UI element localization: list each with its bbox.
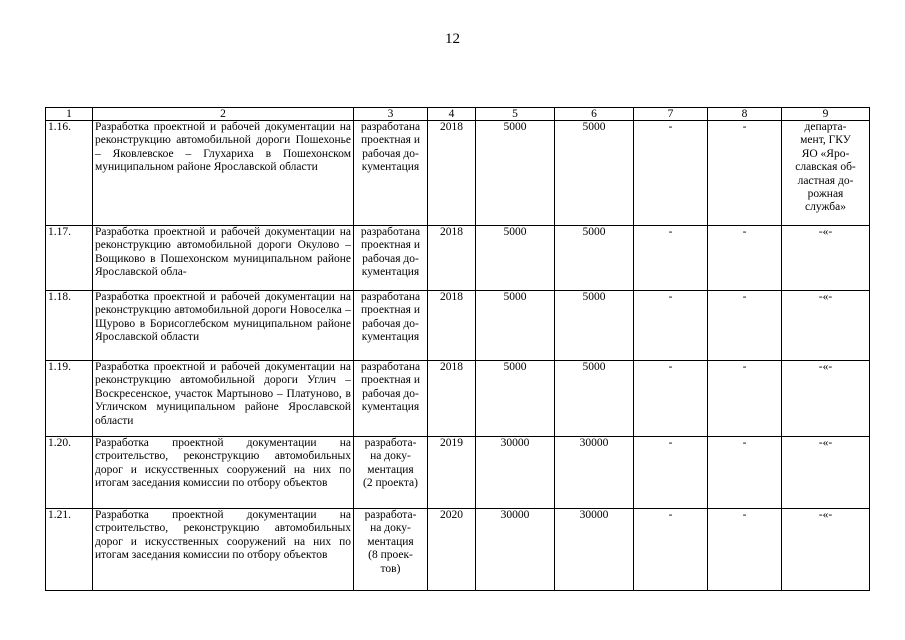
expected-result-line: проектная и — [361, 134, 420, 147]
expected-result-line: кументация — [361, 401, 420, 414]
executor-line: ЯО «Яро- — [801, 147, 850, 160]
executor-line: -«- — [818, 226, 833, 238]
expected-result — [354, 226, 428, 291]
executor — [782, 437, 870, 509]
amount-total: 5000 — [476, 291, 555, 361]
amount-regional: 5000 — [555, 361, 634, 437]
expected-result-line: кументация — [361, 266, 420, 279]
expected-result — [354, 509, 428, 591]
executor-line: -«- — [818, 509, 833, 521]
expected-result-line: рабочая до- — [362, 387, 419, 400]
amount-total: 5000 — [476, 226, 555, 291]
amount-regional: 30000 — [555, 509, 634, 591]
amount-regional: 5000 — [555, 291, 634, 361]
activity-description: Разработка проектной документации на строительство, реконструкцию автомобильных дорог и искусственных сооружений на них по итогам заседания комиссии по отбору объектов — [93, 437, 354, 509]
expected-result — [354, 437, 428, 509]
expected-result-line: тов) — [380, 562, 401, 575]
amount-total: 30000 — [476, 437, 555, 509]
executor — [782, 291, 870, 361]
executor-line: славская об- — [795, 161, 856, 174]
executor-line: мент, ГКУ — [800, 134, 851, 147]
item-number: 1.16. — [46, 121, 93, 226]
table-row — [46, 437, 870, 509]
table-row — [46, 291, 870, 361]
expected-result-line: рабочая до- — [362, 252, 419, 265]
amount-regional: 30000 — [555, 437, 634, 509]
item-number: 1.18. — [46, 291, 93, 361]
column-7-value: - — [634, 509, 708, 591]
column-8-value: - — [708, 226, 782, 291]
table-row — [46, 509, 870, 591]
column-header-5: 5 — [476, 108, 555, 121]
expected-result-line: рабочая до- — [362, 147, 419, 160]
executor-line: рожная — [807, 188, 844, 201]
page-number: 12 — [445, 31, 460, 47]
activity-description: Разработка проектной и рабочей документации на реконструкцию автомобильной дороги Пошехонье – Яковлевское – Глухариха в Пошехонском муниципальном районе Ярославской области — [93, 121, 354, 226]
column-7-value: - — [634, 121, 708, 226]
column-header-3: 3 — [354, 108, 428, 121]
year: 2020 — [428, 509, 476, 591]
expected-result-line: разработана — [360, 226, 421, 238]
expected-result-line: на доку- — [370, 522, 411, 535]
column-8-value: - — [708, 509, 782, 591]
column-header-8: 8 — [708, 108, 782, 121]
expected-result-line: разработа- — [364, 437, 417, 449]
executor — [782, 121, 870, 226]
column-7-value: - — [634, 361, 708, 437]
year: 2018 — [428, 226, 476, 291]
column-header-2: 2 — [93, 108, 354, 121]
item-number: 1.21. — [46, 509, 93, 591]
table-row — [46, 226, 870, 291]
year: 2019 — [428, 437, 476, 509]
amount-total: 30000 — [476, 509, 555, 591]
column-7-value: - — [634, 437, 708, 509]
column-header-6: 6 — [555, 108, 634, 121]
program-activities-table — [45, 107, 870, 591]
column-header-7: 7 — [634, 108, 708, 121]
executor — [782, 226, 870, 291]
executor-line: служба» — [805, 201, 846, 214]
expected-result-line: разработана — [360, 121, 421, 133]
expected-result — [354, 291, 428, 361]
column-8-value: - — [708, 361, 782, 437]
executor — [782, 361, 870, 437]
amount-total: 5000 — [476, 121, 555, 226]
item-number: 1.19. — [46, 361, 93, 437]
table-row — [46, 121, 870, 226]
column-7-value: - — [634, 226, 708, 291]
expected-result-line: (2 проекта) — [363, 477, 418, 490]
expected-result-line: ментация — [367, 535, 414, 548]
activity-description: Разработка проектной и рабочей документации на реконструкцию автомобильной дороги Окулово – Вощиково в Пошехонском муниципальном районе Ярославской обла- — [93, 226, 354, 291]
expected-result — [354, 121, 428, 226]
executor — [782, 509, 870, 591]
amount-regional: 5000 — [555, 226, 634, 291]
year: 2018 — [428, 121, 476, 226]
column-header-9: 9 — [782, 108, 870, 121]
expected-result-line: (8 проек- — [368, 549, 413, 562]
year: 2018 — [428, 361, 476, 437]
executor-line: -«- — [818, 361, 833, 373]
expected-result-line: проектная и — [361, 374, 420, 387]
column-header-1: 1 — [46, 108, 93, 121]
expected-result-line: разработа- — [364, 509, 417, 521]
expected-result-line: на доку- — [370, 450, 411, 463]
column-8-value: - — [708, 437, 782, 509]
expected-result-line: разработана — [360, 361, 421, 373]
expected-result-line: проектная и — [361, 304, 420, 317]
column-header-4: 4 — [428, 108, 476, 121]
expected-result — [354, 361, 428, 437]
item-number: 1.17. — [46, 226, 93, 291]
year: 2018 — [428, 291, 476, 361]
expected-result-line: ментация — [367, 463, 414, 476]
executor-line: департа- — [804, 121, 847, 133]
expected-result-line: рабочая до- — [362, 317, 419, 330]
activity-description: Разработка проектной и рабочей документации на реконструкцию автомобильной дороги Углич – Воскресенское, участок Мартыново – Платуново, в Угличском муниципальном районе Ярославской области — [93, 361, 354, 437]
expected-result-line: кументация — [361, 161, 420, 174]
column-number-row — [46, 108, 870, 121]
amount-total: 5000 — [476, 361, 555, 437]
executor-line: -«- — [818, 291, 833, 303]
column-7-value: - — [634, 291, 708, 361]
activity-description: Разработка проектной и рабочей документации на реконструкцию автомобильной дороги Новоселка – Щурово в Борисоглебском муниципальном районе Ярославской области — [93, 291, 354, 361]
amount-regional: 5000 — [555, 121, 634, 226]
expected-result-line: разработана — [360, 291, 421, 303]
column-8-value: - — [708, 121, 782, 226]
expected-result-line: проектная и — [361, 239, 420, 252]
expected-result-line: кументация — [361, 331, 420, 344]
executor-line: -«- — [818, 437, 833, 449]
activity-description: Разработка проектной документации на строительство, реконструкцию автомобильных дорог и искусственных сооружений на них по итогам заседания комиссии по отбору объектов — [93, 509, 354, 591]
executor-line: ластная до- — [797, 174, 854, 187]
column-8-value: - — [708, 291, 782, 361]
item-number: 1.20. — [46, 437, 93, 509]
table-row — [46, 361, 870, 437]
